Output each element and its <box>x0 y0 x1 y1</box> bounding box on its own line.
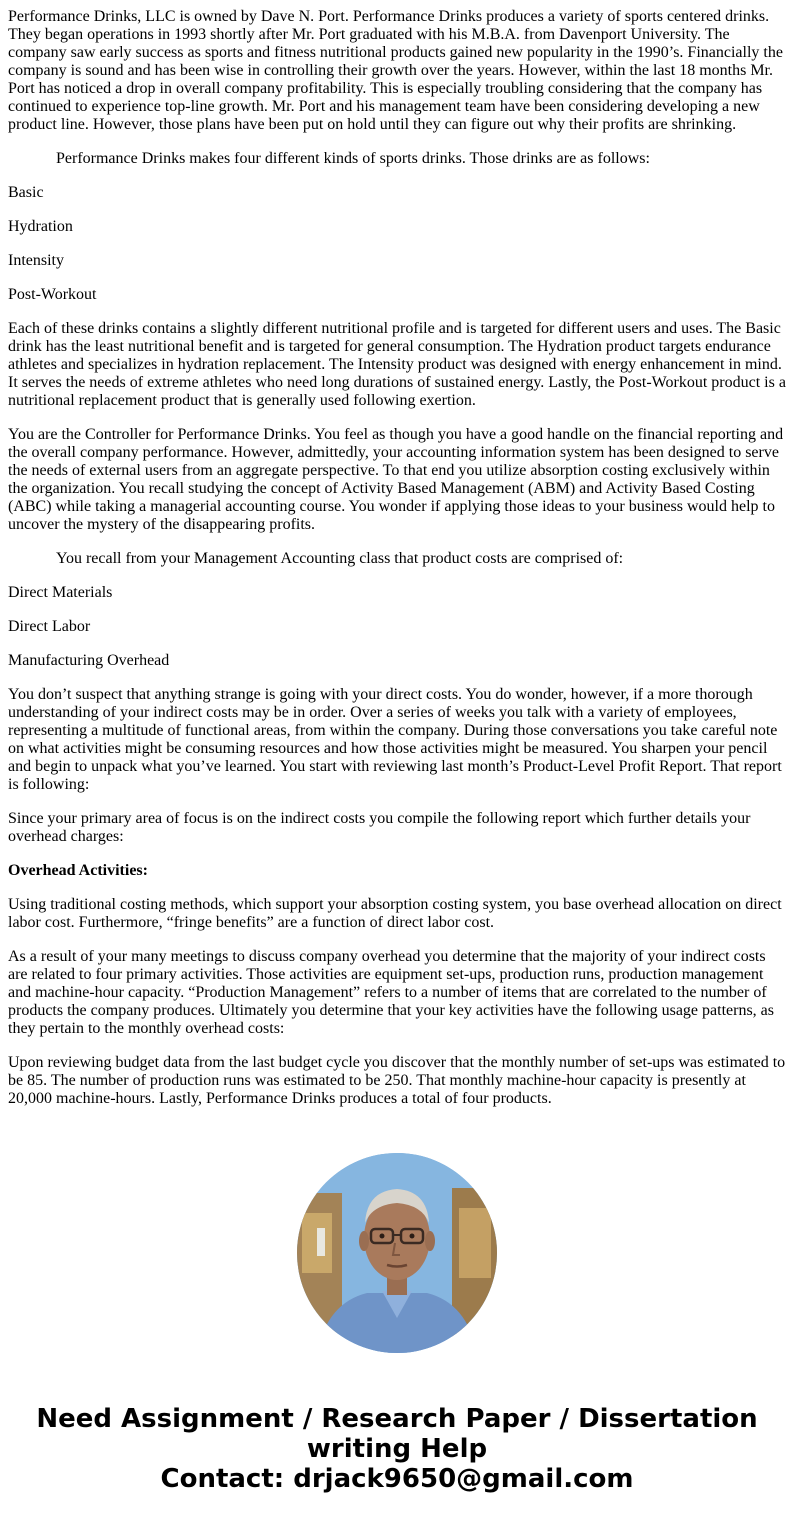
drink-item-hydration: Hydration <box>8 218 73 235</box>
drinks-intro-paragraph: Performance Drinks makes four different kinds of sports drinks. Those drinks are as follows: <box>56 150 650 167</box>
avatar <box>297 1153 497 1353</box>
budget-data-paragraph: Upon reviewing budget data from the last budget cycle you discover that the monthly number of set-ups was estimated to be 85. The number of production runs was estimated to be 250. That monthly machine-hour capacity is presently at 20,000 machine-hours. Lastly, Performance Drinks produces a total of four products. <box>8 1054 786 1107</box>
drink-item-post-workout: Post-Workout <box>8 286 97 303</box>
product-costs-intro-paragraph: You recall from your Management Accounting class that product costs are comprised of: <box>56 550 624 567</box>
key-activities-paragraph: As a result of your many meetings to discuss company overhead you determine that the majority of your indirect costs are related to four primary activities. Those activities are equipment set-ups, production runs, production management and machine-hour capacity. “Production Management” refers to a number of items that are correlated to the number of products the company produces. Ultimately you determine that your key activities have the following usage patterns, as they pertain to the monthly overhead costs: <box>8 948 775 1037</box>
drink-item-basic: Basic <box>8 184 44 201</box>
drinks-description-paragraph: Each of these drinks contains a slightly different nutritional profile and is targeted for different users and uses. The Basic drink has the least nutritional benefit and is targeted for general consumption. The Hydration product targets endurance athletes and specializes in hydration replacement. The Intensity product was designed with energy enhancement in mind. It serves the needs of extreme athletes who need long durations of sustained energy. Lastly, the Post-Workout product is a nutritional replacement product that is generally used following exertion. <box>8 320 786 409</box>
overhead-activities-heading: Overhead Activities: <box>8 862 148 879</box>
promo-banner <box>0 1404 794 1494</box>
intro-paragraph: Performance Drinks, LLC is owned by Dave N. Port. Performance Drinks produces a variety of sports centered drinks. They began operations in 1993 shortly after Mr. Port graduated with his M.B.A. from Davenport University. The company saw early success as sports and fitness nutritional products gained new popularity in the 1990’s. Financially the company is sound and has been wise in controlling their growth over the years. However, within the last 18 months Mr. Port has noticed a drop in overall company profitability. This is especially troubling considering that the company has continued to experience top-line growth. Mr. Port and his management team have been considering developing a new product line. However, those plans have been put on hold until they can figure out why their profits are shrinking. <box>8 8 783 133</box>
traditional-costing-paragraph: Using traditional costing methods, which support your absorption costing system, you base overhead allocation on direct labor cost. Furthermore, “fringe benefits” are a function of direct labor cost. <box>8 896 782 931</box>
controller-paragraph: You are the Controller for Performance Drinks. You feel as though you have a good handle on the financial reporting and the overall company performance. However, admittedly, your accounting information system has been designed to serve the needs of external users from an aggregate perspective. To that end you utilize absorption costing exclusively within the organization. You recall studying the concept of Activity Based Management (ABM) and Activity Based Costing (ABC) while taking a managerial accounting course. You wonder if applying those ideas to your business would help to uncover the mystery of the disappearing profits. <box>8 426 784 533</box>
document-body <box>8 8 787 1124</box>
indirect-costs-paragraph: You don’t suspect that anything strange is going with your direct costs. You do wonder, however, if a more thorough understanding of your indirect costs may be in order. Over a series of weeks you talk with a variety of employees, representing a multitude of functional areas, from within the company. During those conversations you take careful note on what activities might be consuming resources and how those activities might be measured. You sharpen your pencil and begin to unpack what you’ve learned. You start with reviewing last month’s Product-Level Profit Report. That report is following: <box>8 686 782 793</box>
promo-line-1: Need Assignment / Research Paper / Dissertation <box>36 1404 758 1434</box>
cost-item-manufacturing-overhead: Manufacturing Overhead <box>8 652 170 669</box>
promo-line-2: writing Help <box>306 1434 488 1464</box>
promo-contact: Contact: drjack9650@gmail.com <box>160 1464 634 1494</box>
person-photo-icon <box>297 1153 497 1353</box>
drink-item-intensity: Intensity <box>8 252 64 269</box>
cost-item-direct-labor: Direct Labor <box>8 618 91 635</box>
overhead-report-paragraph: Since your primary area of focus is on the indirect costs you compile the following report which further details your overhead charges: <box>8 810 751 845</box>
cost-item-direct-materials: Direct Materials <box>8 584 113 601</box>
